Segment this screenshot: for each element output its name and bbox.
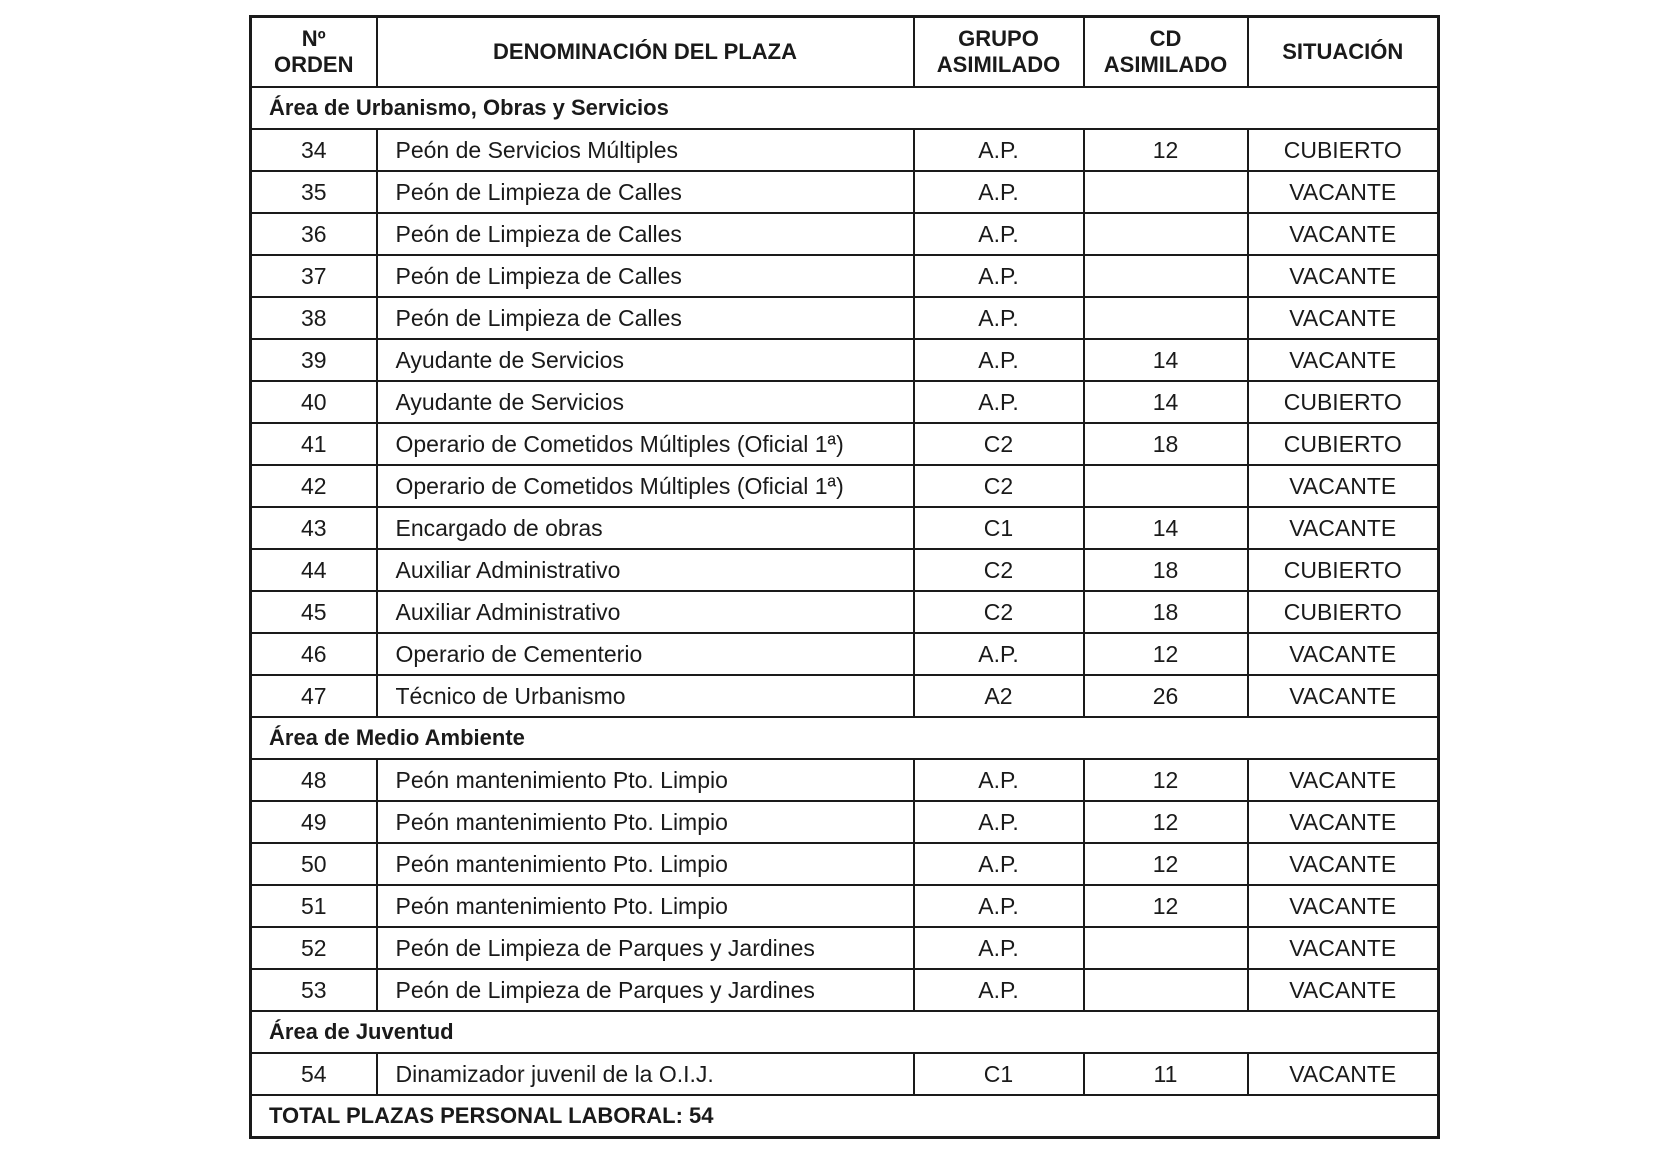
orden-cell: 41 — [251, 423, 377, 465]
grupo-cell: A.P. — [914, 171, 1084, 213]
grupo-cell: C2 — [914, 465, 1084, 507]
total-label: TOTAL PLAZAS PERSONAL LABORAL: 54 — [251, 1095, 1439, 1138]
denominacion-cell: Auxiliar Administrativo — [377, 549, 914, 591]
grupo-cell: A.P. — [914, 843, 1084, 885]
cd-cell: 12 — [1084, 801, 1248, 843]
section-row — [251, 1011, 1439, 1053]
situacion-cell: VACANTE — [1248, 297, 1439, 339]
situacion-cell: CUBIERTO — [1248, 129, 1439, 171]
grupo-cell: A.P. — [914, 381, 1084, 423]
denominacion-cell: Ayudante de Servicios — [377, 339, 914, 381]
orden-cell: 53 — [251, 969, 377, 1011]
situacion-cell: CUBIERTO — [1248, 423, 1439, 465]
grupo-cell: A.P. — [914, 633, 1084, 675]
cd-cell: 14 — [1084, 381, 1248, 423]
header-grupo: GRUPO ASIMILADO — [914, 17, 1084, 88]
denominacion-cell: Peón de Limpieza de Calles — [377, 171, 914, 213]
grupo-cell: A.P. — [914, 759, 1084, 801]
table-row — [251, 591, 1439, 633]
grupo-cell: C2 — [914, 423, 1084, 465]
header-orden: Nº ORDEN — [251, 17, 377, 88]
cd-cell: 18 — [1084, 423, 1248, 465]
situacion-cell: VACANTE — [1248, 339, 1439, 381]
header-row — [251, 17, 1439, 88]
orden-cell: 45 — [251, 591, 377, 633]
situacion-cell: VACANTE — [1248, 633, 1439, 675]
table-row — [251, 633, 1439, 675]
situacion-cell: VACANTE — [1248, 969, 1439, 1011]
grupo-cell: A.P. — [914, 297, 1084, 339]
grupo-cell: A.P. — [914, 129, 1084, 171]
denominacion-cell: Operario de Cometidos Múltiples (Oficial 1ª) — [377, 423, 914, 465]
grupo-cell: A.P. — [914, 969, 1084, 1011]
situacion-cell: VACANTE — [1248, 255, 1439, 297]
situacion-cell: CUBIERTO — [1248, 591, 1439, 633]
cd-cell — [1084, 213, 1248, 255]
table-row — [251, 255, 1439, 297]
grupo-cell: C2 — [914, 591, 1084, 633]
denominacion-cell: Peón de Limpieza de Parques y Jardines — [377, 969, 914, 1011]
situacion-cell: VACANTE — [1248, 675, 1439, 717]
cd-cell: 11 — [1084, 1053, 1248, 1095]
orden-cell: 49 — [251, 801, 377, 843]
orden-cell: 46 — [251, 633, 377, 675]
grupo-cell: C1 — [914, 507, 1084, 549]
denominacion-cell: Peón de Limpieza de Parques y Jardines — [377, 927, 914, 969]
table-row — [251, 927, 1439, 969]
cd-cell: 18 — [1084, 549, 1248, 591]
cd-cell — [1084, 969, 1248, 1011]
table-row — [251, 507, 1439, 549]
situacion-cell: VACANTE — [1248, 927, 1439, 969]
situacion-cell: VACANTE — [1248, 801, 1439, 843]
grupo-cell: A.P. — [914, 927, 1084, 969]
table-row — [251, 213, 1439, 255]
section-title: Área de Urbanismo, Obras y Servicios — [251, 87, 1439, 129]
orden-cell: 47 — [251, 675, 377, 717]
section-row — [251, 87, 1439, 129]
table-row — [251, 843, 1439, 885]
orden-cell: 52 — [251, 927, 377, 969]
situacion-cell: VACANTE — [1248, 759, 1439, 801]
section-title: Área de Medio Ambiente — [251, 717, 1439, 759]
situacion-cell: VACANTE — [1248, 213, 1439, 255]
cd-cell — [1084, 927, 1248, 969]
table-row — [251, 675, 1439, 717]
denominacion-cell: Peón de Limpieza de Calles — [377, 255, 914, 297]
cd-cell: 26 — [1084, 675, 1248, 717]
denominacion-cell: Peón de Servicios Múltiples — [377, 129, 914, 171]
cd-cell: 12 — [1084, 843, 1248, 885]
section-title: Área de Juventud — [251, 1011, 1439, 1053]
orden-cell: 43 — [251, 507, 377, 549]
denominacion-cell: Auxiliar Administrativo — [377, 591, 914, 633]
orden-cell: 38 — [251, 297, 377, 339]
grupo-cell: A.P. — [914, 801, 1084, 843]
orden-cell: 36 — [251, 213, 377, 255]
orden-cell: 34 — [251, 129, 377, 171]
denominacion-cell: Dinamizador juvenil de la O.I.J. — [377, 1053, 914, 1095]
orden-cell: 44 — [251, 549, 377, 591]
denominacion-cell: Operario de Cometidos Múltiples (Oficial 1ª) — [377, 465, 914, 507]
table-row — [251, 339, 1439, 381]
cd-cell: 12 — [1084, 759, 1248, 801]
table-row — [251, 885, 1439, 927]
situacion-cell: VACANTE — [1248, 507, 1439, 549]
cd-cell: 12 — [1084, 885, 1248, 927]
orden-cell: 51 — [251, 885, 377, 927]
denominacion-cell: Técnico de Urbanismo — [377, 675, 914, 717]
header-cd: CD ASIMILADO — [1084, 17, 1248, 88]
table-row — [251, 969, 1439, 1011]
denominacion-cell: Encargado de obras — [377, 507, 914, 549]
grupo-cell: A.P. — [914, 339, 1084, 381]
denominacion-cell: Peón de Limpieza de Calles — [377, 297, 914, 339]
denominacion-cell: Peón mantenimiento Pto. Limpio — [377, 759, 914, 801]
situacion-cell: CUBIERTO — [1248, 381, 1439, 423]
table-row — [251, 549, 1439, 591]
situacion-cell: VACANTE — [1248, 843, 1439, 885]
orden-cell: 35 — [251, 171, 377, 213]
denominacion-cell: Operario de Cementerio — [377, 633, 914, 675]
situacion-cell: VACANTE — [1248, 171, 1439, 213]
cd-cell — [1084, 465, 1248, 507]
denominacion-cell: Ayudante de Servicios — [377, 381, 914, 423]
table-row — [251, 171, 1439, 213]
table-row — [251, 759, 1439, 801]
table-row — [251, 297, 1439, 339]
cd-cell — [1084, 255, 1248, 297]
table-row — [251, 381, 1439, 423]
situacion-cell: VACANTE — [1248, 1053, 1439, 1095]
header-denominacion: DENOMINACIÓN DEL PLAZA — [377, 17, 914, 88]
table-row — [251, 1053, 1439, 1095]
grupo-cell: A.P. — [914, 213, 1084, 255]
cd-cell: 14 — [1084, 507, 1248, 549]
denominacion-cell: Peón mantenimiento Pto. Limpio — [377, 801, 914, 843]
grupo-cell: A2 — [914, 675, 1084, 717]
denominacion-cell: Peón mantenimiento Pto. Limpio — [377, 885, 914, 927]
cd-cell — [1084, 297, 1248, 339]
situacion-cell: CUBIERTO — [1248, 549, 1439, 591]
section-row — [251, 717, 1439, 759]
denominacion-cell: Peón de Limpieza de Calles — [377, 213, 914, 255]
cd-cell: 12 — [1084, 129, 1248, 171]
orden-cell: 50 — [251, 843, 377, 885]
table-row — [251, 129, 1439, 171]
orden-cell: 40 — [251, 381, 377, 423]
table-row — [251, 423, 1439, 465]
grupo-cell: C1 — [914, 1053, 1084, 1095]
orden-cell: 37 — [251, 255, 377, 297]
cd-cell: 14 — [1084, 339, 1248, 381]
cd-cell: 12 — [1084, 633, 1248, 675]
cd-cell — [1084, 171, 1248, 213]
grupo-cell: A.P. — [914, 255, 1084, 297]
orden-cell: 42 — [251, 465, 377, 507]
grupo-cell: A.P. — [914, 885, 1084, 927]
situacion-cell: VACANTE — [1248, 465, 1439, 507]
header-situacion: SITUACIÓN — [1248, 17, 1439, 88]
situacion-cell: VACANTE — [1248, 885, 1439, 927]
plazas-table — [249, 15, 1440, 1139]
denominacion-cell: Peón mantenimiento Pto. Limpio — [377, 843, 914, 885]
orden-cell: 39 — [251, 339, 377, 381]
cd-cell: 18 — [1084, 591, 1248, 633]
grupo-cell: C2 — [914, 549, 1084, 591]
table-row — [251, 465, 1439, 507]
table-row — [251, 801, 1439, 843]
total-row — [251, 1095, 1439, 1138]
orden-cell: 48 — [251, 759, 377, 801]
orden-cell: 54 — [251, 1053, 377, 1095]
